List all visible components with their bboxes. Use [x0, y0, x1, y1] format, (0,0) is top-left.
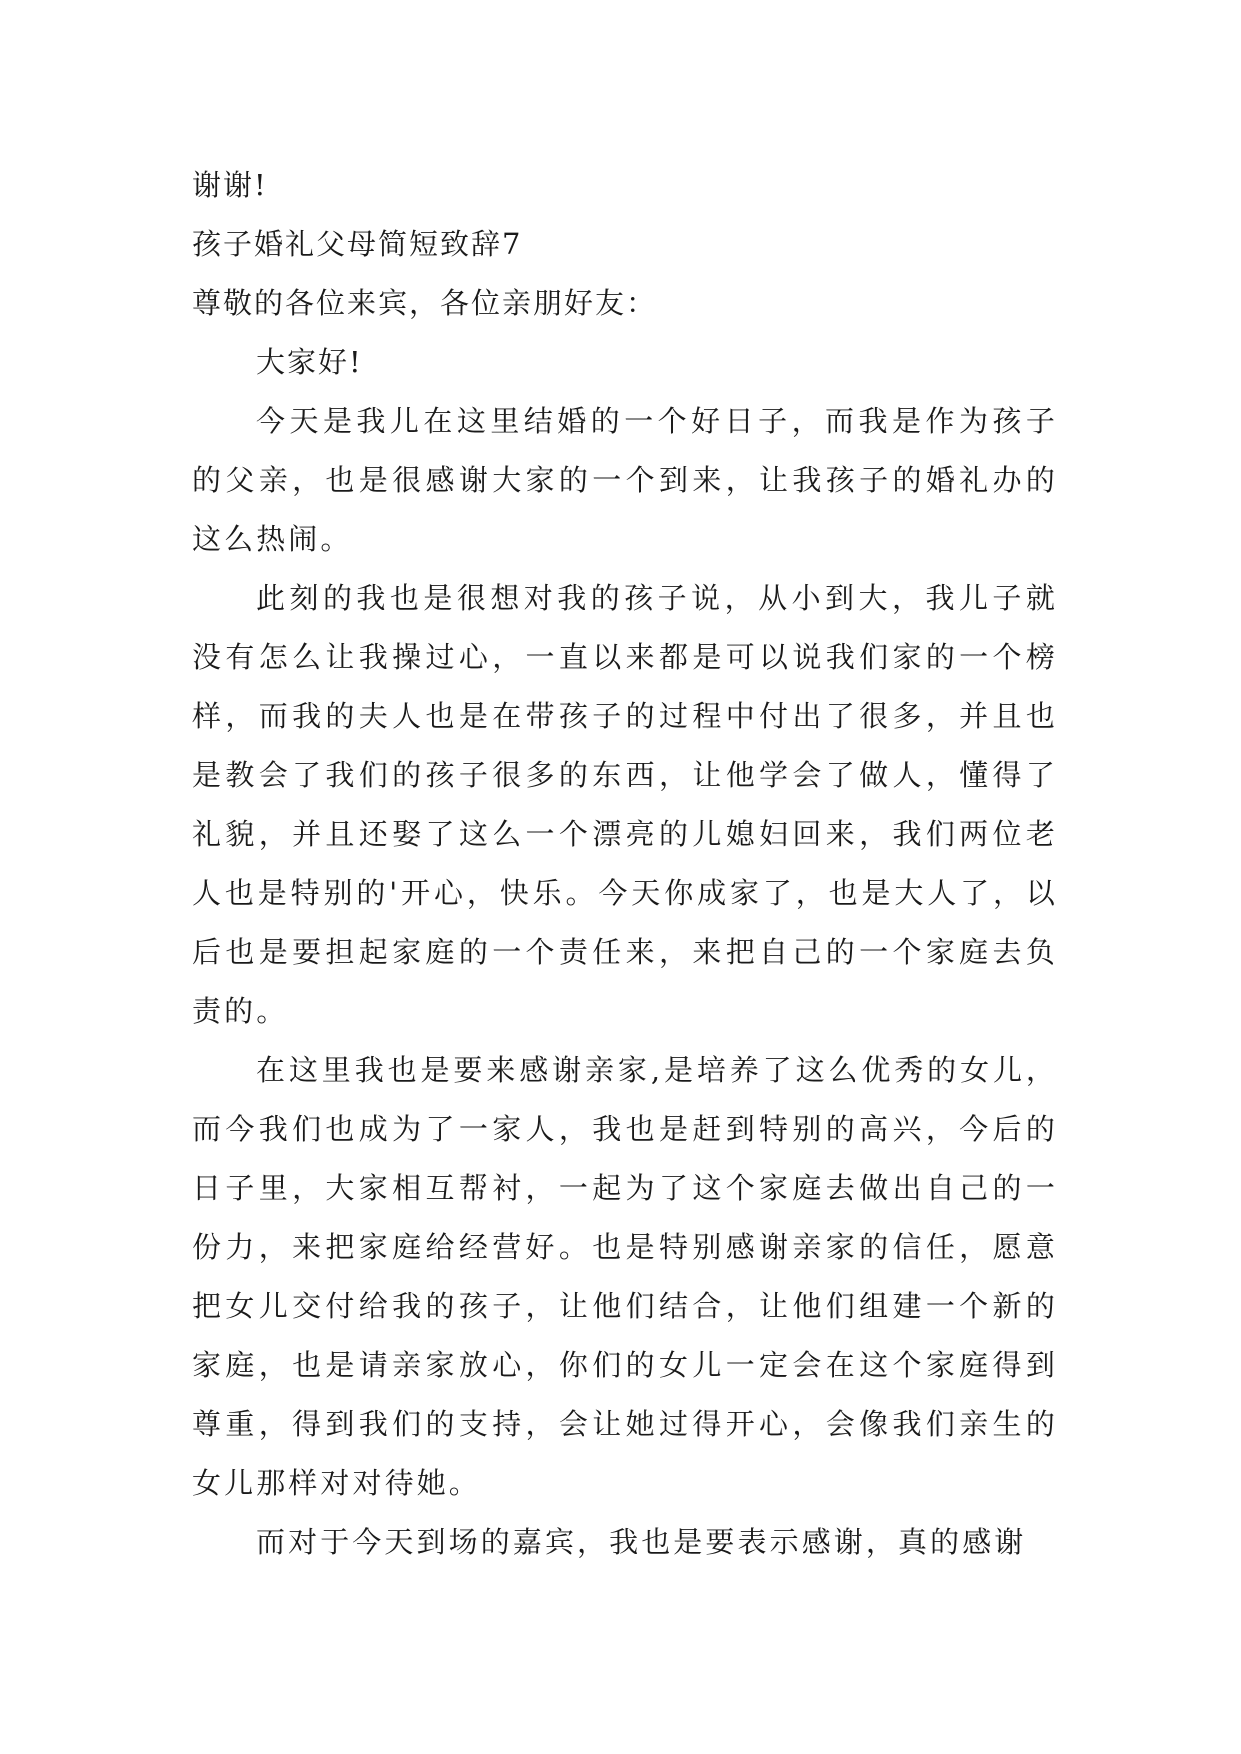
paragraph-4: 而对于今天到场的嘉宾，我也是要表示感谢，真的感谢 [256, 1525, 1027, 1559]
paragraph-3: 在这里我也是要来感谢亲家,是培养了这么优秀的女儿，而今我们也成为了一家人，我也是赶到特别的高兴，今后的日子里，大家相互帮衬，一起为了这个家庭去做出自己的一份力，来把家庭给经营好。也是特别感谢亲家的信任，愿意把女儿交付给我的孩子，让他们结合，让他们组建一个新的家庭，也是请亲家放心，你们的女儿一定会在这个家庭得到尊重，得到我们的支持，会让她过得开心，会像我们亲生的女儿那样对对待她。 [192, 1053, 1058, 1500]
paragraph-1: 今天是我儿在这里结婚的一个好日子，而我是作为孩子的父亲，也是很感谢大家的一个到来，让我孩子的婚礼办的这么热闹。 [192, 404, 1058, 556]
paragraph-2: 此刻的我也是很想对我的孩子说，从小到大，我儿子就没有怎么让我操过心，一直以来都是可以说我们家的一个榜样，而我的夫人也是在带孩子的过程中付出了很多，并且也是教会了我们的孩子很多的东西，让他学会了做人，懂得了礼貌，并且还娶了这么一个漂亮的儿媳妇回来，我们两位老人也是特别的'开心，快乐。今天你成家了，也是大人了，以后也是要担起家庭的一个责任来，来把自己的一个家庭去负责的。 [192, 581, 1058, 1028]
salutation: 尊敬的各位来宾，各位亲朋好友： [192, 286, 658, 320]
closing-line: 谢谢! [192, 168, 268, 202]
greeting: 大家好! [256, 345, 363, 379]
document-title: 孩子婚礼父母简短致辞7 [192, 227, 523, 261]
document-body [192, 156, 1058, 1572]
